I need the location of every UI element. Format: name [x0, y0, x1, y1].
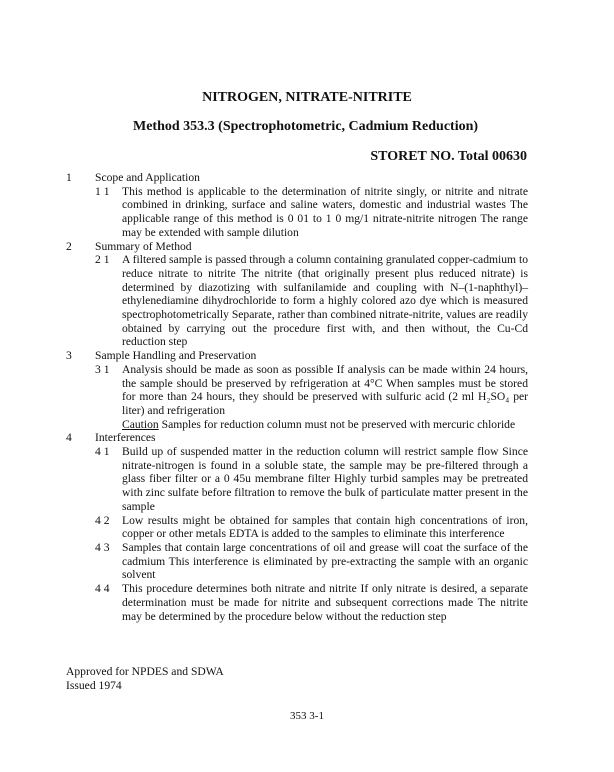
- approved-text: Approved for NPDES and SDWA: [66, 665, 224, 678]
- method-title: Method 353.3 (Spectrophotometric, Cadmium Reduction): [133, 119, 479, 134]
- issued-text: Issued 1974: [66, 679, 122, 692]
- page-number: 353 3-1: [290, 710, 324, 722]
- section-heading: Summary of Method: [95, 239, 192, 253]
- subsection-text: Samples that contain large concentrations of oil and grease will coat the surface of the cadmium This interference is eliminated by pre-extracting the sample with an organic solvent: [122, 540, 528, 582]
- subsection-number: 2 1: [95, 253, 110, 267]
- subsection-text: A filtered sample is passed through a column containing granulated copper-cadmium to reduce nitrate to nitrite The nitrite (that originally present plus reduced nitrate) is determined by diazotizing with sulfanilamide and coupling with N–(1-naphthyl)–ethylenediamine dihydrochloride to form a highly colored azo dye which is measured spectrophotometrically Separate, rather than combined nitrate-nitrite, values are readily obtained by carrying out the procedure first with, and then without, the Cu-Cd reduction step: [122, 253, 528, 349]
- subsection-text: This procedure determines both nitrate and nitrite If only nitrate is desired, a separate determination must be made for nitrite and subsequent corrections made The nitrite may be determined by the procedure below without the reduction step: [122, 582, 528, 623]
- subsection-text: Analysis should be made as soon as possible If analysis can be made within 24 hours, the sample should be preserved by refrigeration at 4°C When samples must be stored for more than 24 hours, they should be preserved with sulfuric acid (2 ml H₂SO₄ per liter) and refrigeration: [122, 362, 528, 417]
- section-number: 3: [66, 349, 72, 363]
- subsection: [95, 253, 528, 349]
- section-scope: [66, 171, 528, 240]
- caution-label: Caution: [122, 417, 159, 431]
- section-summary: [66, 240, 528, 350]
- subsection-number: 4 2: [95, 513, 110, 527]
- subsection-number: 1 1: [95, 184, 110, 198]
- subsection-text: Low results might be obtained for samples that contain high concentrations of iron, copper or other metals EDTA is added to the samples to eliminate this interference: [122, 513, 528, 541]
- subsection-number: 4 4: [95, 582, 110, 596]
- section-interferences: [66, 431, 528, 623]
- subsection: [95, 185, 528, 240]
- section-number: 1: [66, 171, 72, 184]
- document-title: NITROGEN, NITRATE-NITRITE: [202, 90, 412, 105]
- subsection: [95, 363, 528, 418]
- section-number: 4: [66, 431, 72, 445]
- subsection: [95, 541, 528, 582]
- section-number: 2: [66, 239, 72, 253]
- subsection: [95, 514, 528, 541]
- caution-note: [95, 418, 528, 432]
- subsection: [95, 582, 528, 623]
- section-heading: Scope and Application: [95, 171, 200, 184]
- subsection-number: 4 1: [95, 445, 110, 459]
- caution-text: Samples for reduction column must not be preserved with mercuric chloride: [158, 417, 516, 431]
- subsection-number: 3 1: [95, 362, 110, 376]
- storet-number: STORET NO. Total 00630: [370, 149, 527, 164]
- document-body: [66, 171, 528, 623]
- subsection-number: 4 3: [95, 540, 110, 554]
- subsection-text: This method is applicable to the determination of nitrite singly, or nitrite and nitrate combined in drinking, surface and saline waters, domestic and industrial wastes The applicable range of this method is 0 01 to 1 0 mg/1 nitrate-nitrite nitrogen The range may be extended with sample dilution: [122, 184, 528, 239]
- section-heading: Sample Handling and Preservation: [95, 349, 257, 363]
- subsection: [95, 445, 528, 514]
- section-heading: Interferences: [95, 431, 156, 445]
- subsection-text: Build up of suspended matter in the reduction column will restrict sample flow Since nitrate-nitrogen is found in a soluble state, the sample may be pre-filtered through a glass fiber filter or a 0 45u membrane filter Highly turbid samples may be pretreated with zinc sulfate before filtration to remove the bulk of particulate matter present in the sample: [122, 445, 528, 513]
- section-sample-handling: [66, 349, 528, 431]
- approval-block: [66, 665, 224, 693]
